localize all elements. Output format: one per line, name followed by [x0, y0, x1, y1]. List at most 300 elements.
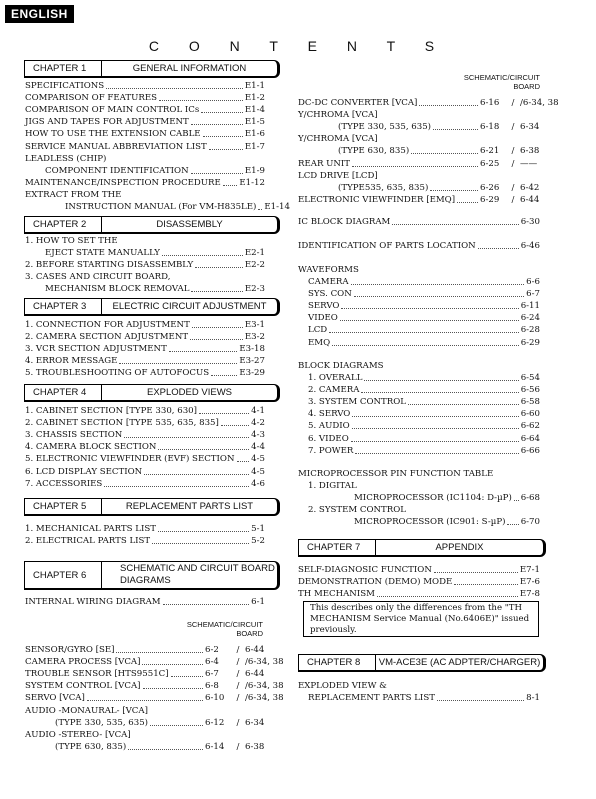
dot-leader: [377, 589, 518, 597]
toc-entry-title: TH MECHANISM: [298, 589, 375, 600]
toc-entry-title: LEADLESS (CHIP): [25, 153, 107, 164]
toc-entry[interactable]: [308, 325, 540, 335]
toc-entry[interactable]: [354, 517, 540, 527]
dot-leader: [209, 142, 243, 150]
dot-leader: [221, 418, 249, 426]
toc-entry-title: 4. ERROR MESSAGE: [25, 356, 118, 367]
chapter-header-c2: [24, 216, 280, 234]
chapter-name: DISASSEMBLY: [156, 219, 223, 230]
toc-entry-page: 8-1: [526, 693, 540, 704]
toc-entry-page: 4-3: [251, 430, 265, 441]
dot-leader: [352, 159, 478, 167]
dot-leader: [430, 183, 478, 191]
toc-entry-title: 2. SYSTEM CONTROL: [308, 505, 407, 516]
toc-entry-title: 2. CABINET SECTION [TYPE 535, 635, 835]: [25, 418, 219, 429]
toc-entry-title: AUDIO -STEREO- [VCA]: [25, 729, 131, 740]
toc-entry-title: 7. ACCESSORIES: [25, 478, 103, 489]
toc-entry[interactable]: [25, 406, 265, 416]
chapter-number: CHAPTER 4: [25, 385, 102, 400]
toc-entry-board-page: 6-34: [245, 717, 265, 728]
toc-entry-title: 1. DIGITAL: [308, 481, 357, 491]
toc-entry[interactable]: [308, 277, 540, 287]
dot-leader: [454, 577, 518, 585]
chapter-name: VM-ACE3E (AC ADPTER/CHARGER): [378, 657, 541, 668]
dot-leader: [191, 117, 243, 125]
dot-leader: [124, 430, 249, 438]
toc-entry-board-page: /6-34, 38: [520, 98, 559, 108]
dot-leader: [163, 597, 250, 605]
toc-entry[interactable]: [298, 159, 568, 169]
toc-entry[interactable]: [25, 81, 265, 91]
toc-entry-page: E3-18: [239, 344, 265, 355]
dot-leader: [104, 479, 249, 487]
toc-entry-title: CAMERA: [308, 277, 349, 287]
column-header: SCHEMATIC/CIRCUIT BOARD: [463, 73, 540, 91]
toc-entry-page: E3-1: [244, 320, 265, 330]
toc-entry[interactable]: [308, 446, 540, 456]
dot-leader: [201, 105, 243, 113]
section-title-waveforms: WAVEFORMS: [298, 265, 359, 275]
toc-entry[interactable]: [25, 93, 265, 103]
toc-entry-page: E1-5: [244, 117, 265, 128]
toc-entry-title: 3. CASES AND CIRCUIT BOARD,: [25, 272, 171, 283]
toc-entry[interactable]: [338, 183, 568, 193]
toc-entry-page: 6-64: [520, 433, 540, 444]
dot-leader: [351, 434, 519, 442]
toc-entry-title: 4. SERVO: [308, 409, 351, 420]
toc-entry-board-page: 6-44: [245, 669, 265, 680]
toc-entry[interactable]: [298, 681, 540, 691]
toc-entry-page: E1-2: [244, 93, 265, 104]
toc-entry-page: 6-70: [520, 517, 540, 528]
toc-entry[interactable]: [308, 505, 540, 515]
toc-entry-title: DEMONSTRATION (DEMO) MODE: [298, 577, 453, 588]
toc-entry[interactable]: [45, 248, 265, 258]
dot-leader: [116, 645, 203, 653]
dot-leader: [190, 332, 243, 340]
toc-entry-title: MECHANISM BLOCK REMOVAL: [45, 284, 190, 295]
dot-leader: [514, 493, 519, 501]
toc-entry-page: E3-2: [244, 332, 265, 343]
toc-entry-title: SELF-DIAGNOSIC FUNCTION: [298, 565, 432, 575]
toc-entry-page: 6-7: [205, 669, 219, 680]
dot-leader: [433, 122, 478, 130]
toc-entry-page: 6-29: [480, 194, 500, 205]
toc-entry[interactable]: [25, 442, 265, 452]
toc-entry[interactable]: [55, 742, 293, 752]
toc-entry[interactable]: [25, 332, 265, 342]
toc-entry-title: (TYPE 330, 535, 635): [338, 122, 432, 133]
toc-entry[interactable]: [25, 142, 265, 152]
toc-entry[interactable]: [25, 657, 293, 667]
chapter-header-c6: [24, 561, 280, 590]
separator-slash: /: [236, 681, 240, 692]
toc-entry[interactable]: [25, 706, 293, 716]
toc-entry[interactable]: [25, 154, 265, 164]
dot-leader: [354, 289, 524, 297]
chapter-number: CHAPTER 2: [25, 217, 102, 232]
toc-entry-page: E1-4: [244, 105, 265, 116]
toc-entry[interactable]: [25, 536, 265, 546]
toc-entry-page: 6-56: [520, 385, 540, 396]
toc-entry-board-page: ——: [520, 158, 538, 169]
toc-entry-title: IC BLOCK DIAGRAM: [298, 217, 391, 227]
toc-entry-title: (TYPE535, 635, 835): [338, 182, 429, 193]
toc-entry-page: 6-60: [520, 409, 540, 420]
dot-leader: [211, 368, 237, 376]
toc-entry-title: EJECT STATE MANUALLY: [45, 248, 160, 259]
chapter-name: SCHEMATIC AND CIRCUIT BOARD DIAGRAMS: [120, 563, 275, 586]
toc-entry-title: SERVICE MANUAL ABBREVIATION LIST: [25, 141, 207, 152]
separator-slash: /: [236, 741, 240, 752]
toc-entry[interactable]: [45, 166, 265, 176]
toc-entry-title: 1. HOW TO SET THE: [25, 236, 118, 246]
dot-leader: [142, 657, 203, 665]
toc-entry-title: 5. ELECTRONIC VIEWFINDER (EVF) SECTION: [25, 454, 235, 465]
toc-entry[interactable]: [308, 301, 540, 311]
toc-entry[interactable]: [308, 409, 540, 419]
toc-entry[interactable]: [25, 190, 265, 200]
toc-entry-title: TROUBLE SENSOR [HTS9551C]: [25, 669, 169, 680]
toc-entry[interactable]: [25, 467, 265, 477]
toc-entry[interactable]: [25, 178, 265, 188]
toc-entry-title: DC-DC CONVERTER [VCA]: [298, 98, 418, 108]
toc-entry-page: 6-46: [520, 241, 540, 251]
dot-leader: [158, 524, 249, 532]
toc-entry[interactable]: [298, 577, 540, 587]
toc-entry[interactable]: [338, 122, 568, 132]
toc-entry-title: 6. LCD DISPLAY SECTION: [25, 466, 143, 477]
section-title-block-diagrams: BLOCK DIAGRAMS: [298, 361, 384, 371]
toc-entry-title: REAR UNIT: [298, 158, 351, 169]
toc-entry[interactable]: [25, 645, 293, 655]
toc-entry-title: 5. AUDIO: [308, 421, 350, 432]
toc-entry-title: LCD DRIVE [LCD]: [298, 170, 378, 181]
toc-entry-page: 4-1: [251, 406, 265, 416]
toc-entry[interactable]: [25, 320, 265, 330]
toc-entry-page: E7-8: [519, 589, 540, 600]
dot-leader: [159, 93, 243, 101]
dot-leader: [106, 81, 243, 89]
dot-leader: [128, 742, 203, 750]
toc-entry-title: 1. MECHANICAL PARTS LIST: [25, 524, 157, 534]
dot-leader: [411, 146, 478, 154]
toc-entry-title: 6. VIDEO: [308, 433, 349, 444]
toc-entry[interactable]: [25, 236, 265, 246]
toc-entry[interactable]: [308, 385, 540, 395]
dot-leader: [419, 98, 478, 106]
toc-entry-title: SENSOR/GYRO [SE]: [25, 645, 115, 655]
toc-entry-page: 6-68: [520, 493, 540, 504]
toc-entry[interactable]: [25, 356, 265, 366]
toc-entry-page: 6-25: [480, 158, 500, 169]
toc-entry[interactable]: [298, 241, 540, 251]
toc-entry-title: 1. CABINET SECTION [TYPE 330, 630]: [25, 406, 198, 416]
dot-leader: [351, 277, 525, 285]
separator-slash: /: [511, 146, 515, 157]
chapter-header-c7: [298, 539, 546, 557]
toc-entry[interactable]: [308, 397, 540, 407]
toc-entry[interactable]: [298, 134, 568, 144]
toc-entry-page: E3-27: [239, 356, 265, 367]
toc-entry[interactable]: [308, 434, 540, 444]
separator-slash: /: [511, 194, 515, 205]
toc-entry[interactable]: [308, 289, 540, 299]
toc-entry-page: E2-2: [244, 260, 265, 271]
toc-entry-title: MICROPROCESSOR (IC1104: D-µP): [354, 493, 512, 504]
dot-leader: [237, 454, 250, 462]
chapter-header-c4: [24, 384, 280, 402]
toc-entry[interactable]: [25, 454, 265, 464]
toc-entry-page: E7-1: [519, 565, 540, 575]
dot-leader: [341, 301, 518, 309]
toc-entry-page: 4-5: [251, 466, 265, 477]
toc-entry[interactable]: [25, 597, 265, 607]
toc-entry[interactable]: [298, 171, 568, 181]
dot-leader: [199, 406, 249, 414]
toc-entry-page: 6-16: [480, 98, 500, 108]
toc-entry-page: 6-18: [480, 122, 500, 133]
toc-entry[interactable]: [308, 313, 540, 323]
toc-entry-title: AUDIO -MONAURAL- [VCA]: [25, 705, 148, 716]
dot-leader: [119, 356, 237, 364]
toc-entry[interactable]: [25, 418, 265, 428]
toc-entry-page: E1-6: [244, 129, 265, 140]
toc-entry[interactable]: [298, 589, 540, 599]
chapter-header-c8: [298, 654, 546, 672]
language-badge: ENGLISH: [5, 5, 74, 23]
toc-entry-page: 5-1: [251, 524, 265, 534]
dot-leader: [352, 421, 519, 429]
toc-entry-title: EMQ: [308, 337, 331, 348]
toc-entry[interactable]: [308, 373, 540, 383]
toc-entry[interactable]: [55, 718, 293, 728]
toc-entry[interactable]: [338, 146, 568, 156]
separator-slash: /: [511, 122, 515, 133]
dot-leader: [195, 260, 243, 268]
toc-entry-page: 6-30: [520, 217, 540, 227]
toc-entry-page: 6-8: [205, 681, 219, 692]
toc-entry-title: VIDEO: [308, 313, 338, 324]
appendix-note: This describes only the differences from the "TH MECHANISM Service Manual (No.6406E)" issued previously.: [303, 601, 539, 637]
toc-entry[interactable]: [25, 730, 293, 740]
dot-leader: [150, 718, 203, 726]
toc-entry-title: SERVO: [308, 301, 340, 312]
dot-leader: [392, 217, 518, 225]
separator-slash: /: [236, 717, 240, 728]
separator-slash: /: [236, 645, 240, 655]
chapter-name: EXPLODED VIEWS: [147, 387, 232, 398]
dot-leader: [361, 385, 518, 393]
dot-leader: [152, 536, 249, 544]
toc-entry-title: IDENTIFICATION OF PARTS LOCATION: [298, 241, 476, 251]
dot-leader: [144, 467, 249, 475]
chapter-number: CHAPTER 7: [299, 540, 376, 555]
separator-slash: /: [236, 657, 240, 668]
dot-leader: [191, 284, 242, 292]
dot-leader: [434, 565, 518, 573]
toc-entry[interactable]: [308, 338, 540, 348]
column-header: SCHEMATIC/CIRCUIT BOARD: [186, 620, 263, 638]
dot-leader: [192, 320, 243, 328]
toc-entry-title: COMPONENT IDENTIFICATION: [45, 165, 189, 176]
toc-entry[interactable]: [65, 202, 290, 212]
section-title-micro: MICROPROCESSOR PIN FUNCTION TABLE: [298, 469, 494, 479]
dot-leader: [507, 517, 518, 525]
toc-entry-title: Y/CHROMA [VCA]: [298, 110, 378, 121]
toc-entry-page: 4-6: [251, 478, 265, 489]
toc-entry-board-page: 6-34: [520, 122, 540, 133]
toc-entry-page: 6-10: [205, 693, 225, 704]
toc-entry-title: SPECIFICATIONS: [25, 81, 105, 91]
dot-leader: [158, 442, 249, 450]
dot-leader: [143, 681, 203, 689]
toc-entry-title: CAMERA PROCESS [VCA]: [25, 657, 141, 668]
toc-entry[interactable]: [298, 195, 568, 205]
toc-entry-board-page: 6-44: [520, 194, 540, 205]
toc-entry[interactable]: [25, 260, 265, 270]
toc-entry-title: 2. CAMERA: [308, 385, 360, 396]
toc-entry-page: E2-3: [244, 284, 265, 295]
dot-leader: [437, 693, 524, 701]
toc-entry-page: 6-4: [205, 657, 219, 668]
chapter-name: APPENDIX: [435, 542, 484, 553]
toc-entry-title: 4. CAMERA BLOCK SECTION: [25, 442, 157, 453]
toc-entry[interactable]: [354, 493, 540, 503]
toc-entry-title: 3. SYSTEM CONTROL: [308, 397, 407, 408]
toc-entry-page: 6-29: [520, 337, 540, 348]
toc-entry[interactable]: [25, 105, 265, 115]
toc-entry-title: LCD: [308, 325, 328, 336]
toc-entry-page: E1-12: [239, 177, 265, 188]
dot-leader: [457, 195, 478, 203]
toc-entry-title: SYSTEM CONTROL [VCA]: [25, 681, 141, 692]
toc-entry-page: 6-11: [520, 301, 540, 312]
separator-slash: /: [236, 669, 240, 680]
toc-entry-page: 6-58: [520, 397, 540, 408]
toc-entry[interactable]: [25, 129, 265, 139]
toc-entry-title: 2. CAMERA SECTION ADJUSTMENT: [25, 332, 189, 343]
dot-leader: [203, 129, 243, 137]
toc-entry-title: 3. CHASSIS SECTION: [25, 430, 123, 441]
toc-entry-title: ELECTRONIC VIEWFINDER [EMQ]: [298, 194, 456, 205]
toc-entry-page: 6-26: [480, 182, 500, 193]
chapter-header-c5: [24, 498, 280, 516]
toc-entry[interactable]: [298, 565, 540, 575]
toc-entry-title: JIGS AND TAPES FOR ADJUSTMENT: [25, 117, 189, 128]
toc-entry-title: INTERNAL WIRING DIAGRAM: [25, 597, 161, 607]
chapter-number: CHAPTER 6: [25, 562, 102, 588]
toc-entry-page: E1-9: [244, 165, 265, 176]
dot-leader: [352, 409, 518, 417]
toc-entry-title: HOW TO USE THE EXTENSION CABLE: [25, 129, 201, 140]
toc-entry[interactable]: [298, 110, 568, 120]
toc-entry[interactable]: [25, 368, 265, 378]
toc-entry[interactable]: [25, 272, 265, 282]
toc-entry-board-page: /6-34, 38: [245, 693, 284, 704]
dot-leader: [169, 344, 238, 352]
toc-entry-title: (TYPE 630, 835): [338, 146, 410, 157]
toc-entry[interactable]: [45, 284, 265, 294]
toc-entry[interactable]: [25, 681, 293, 691]
dot-leader: [258, 202, 262, 210]
toc-entry-title: SYS. CON: [308, 289, 352, 300]
toc-entry[interactable]: [298, 217, 540, 227]
toc-entry[interactable]: [298, 98, 568, 108]
toc-entry-title: MAINTENANCE/INSPECTION PROCEDURE: [25, 177, 221, 188]
toc-entry-board-page: 6-38: [245, 741, 265, 752]
toc-entry-title: 5. TROUBLESHOOTING OF AUTOFOCUS: [25, 368, 210, 379]
toc-entry-title: 2. BEFORE STARTING DISASSEMBLY: [25, 260, 194, 271]
toc-entry-title: COMPARISON OF MAIN CONTROL ICs: [25, 105, 200, 116]
dot-leader: [162, 248, 243, 256]
chapter-name: GENERAL INFORMATION: [132, 63, 247, 74]
toc-entry-page: 4-4: [251, 442, 265, 453]
dot-leader: [329, 325, 519, 333]
toc-entry-title: MICROPROCESSOR (IC901: S-µP): [354, 517, 506, 528]
toc-entry[interactable]: [25, 669, 293, 679]
toc-entry-page: 6-6: [526, 277, 540, 287]
toc-entry-page: E1-14: [264, 202, 290, 212]
dot-leader: [408, 397, 519, 405]
toc-entry[interactable]: [308, 693, 540, 703]
toc-entry-page: 6-62: [520, 421, 540, 432]
dot-leader: [223, 178, 238, 186]
toc-entry[interactable]: [308, 481, 540, 491]
chapter-number: CHAPTER 1: [25, 61, 102, 76]
toc-entry-page: 6-66: [520, 445, 540, 456]
chapter-number: CHAPTER 3: [25, 299, 102, 314]
toc-entry-title: 1. CONNECTION FOR ADJUSTMENT: [25, 320, 190, 330]
separator-slash: /: [511, 182, 515, 193]
toc-entry-title: SERVO [VCA]: [25, 693, 85, 704]
toc-entry-title: EXTRACT FROM THE: [25, 189, 122, 200]
toc-entry-page: 6-12: [205, 717, 225, 728]
dot-leader: [171, 669, 203, 677]
separator-slash: /: [236, 693, 240, 704]
toc-entry-board-page: /6-34, 38: [245, 681, 284, 692]
dot-leader: [355, 446, 518, 454]
toc-entry[interactable]: [25, 693, 293, 703]
toc-entry[interactable]: [25, 344, 265, 354]
chapter-header-c1: [24, 60, 280, 78]
toc-entry-page: E3-29: [239, 368, 265, 379]
dot-leader: [364, 373, 518, 381]
dot-leader: [191, 166, 243, 174]
toc-entry-board-page: /6-34, 38: [245, 657, 284, 668]
toc-entry-title: (TYPE 330, 535, 635): [55, 717, 149, 728]
toc-entry[interactable]: [25, 479, 265, 489]
toc-entry-board-page: 6-42: [520, 182, 540, 193]
chapter-header-c3: [24, 298, 280, 316]
toc-entry-page: 4-2: [251, 418, 265, 429]
toc-entry[interactable]: [25, 117, 265, 127]
toc-entry-title: REPLACEMENT PARTS LIST: [308, 693, 435, 704]
dot-leader: [340, 313, 519, 321]
toc-entry-page: 6-14: [205, 741, 225, 752]
chapter-number: CHAPTER 8: [299, 655, 376, 670]
toc-entry[interactable]: [25, 430, 265, 440]
toc-entry-title: COMPARISON OF FEATURES: [25, 93, 157, 104]
toc-entry[interactable]: [308, 421, 540, 431]
toc-entry-title: (TYPE 630, 835): [55, 741, 127, 752]
dot-leader: [332, 338, 519, 346]
dot-leader: [87, 693, 203, 701]
toc-entry-page: 4-5: [251, 454, 265, 465]
toc-entry-page: 6-28: [520, 325, 540, 336]
toc-entry-page: 6-21: [480, 146, 500, 157]
toc-entry[interactable]: [25, 524, 265, 534]
